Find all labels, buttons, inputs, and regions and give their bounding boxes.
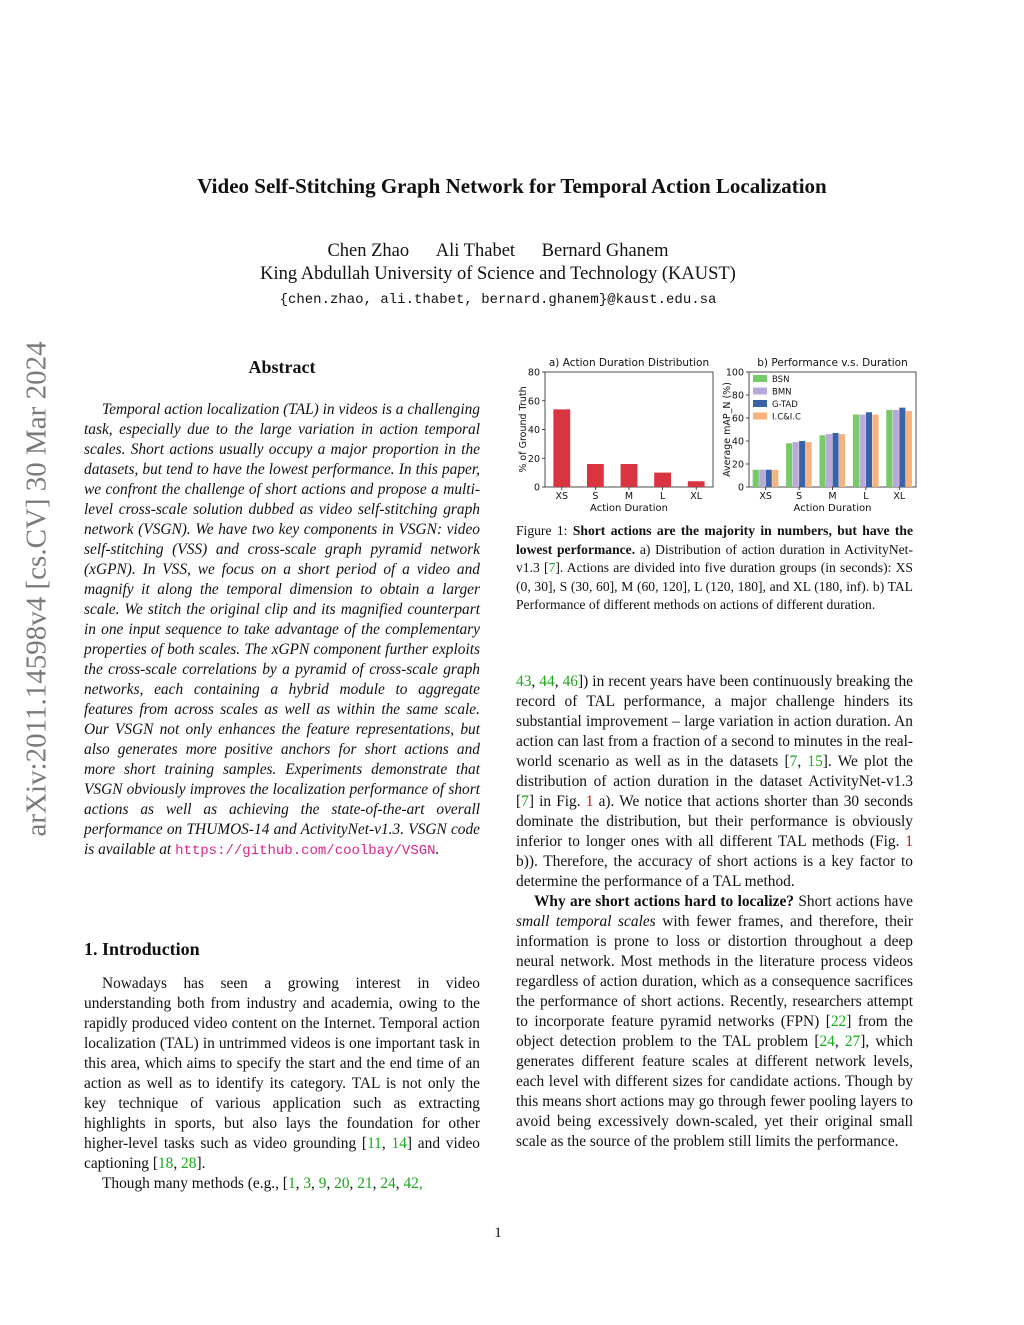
paragraph-lead: Why are short actions hard to localize? <box>534 893 794 910</box>
legend-swatch <box>753 375 767 382</box>
y-tick-label: 0 <box>737 482 744 494</box>
citation-link[interactable]: 7 <box>789 753 798 770</box>
body-text: b)). Therefore, the accuracy of short actions is a key factor to determine the performance of a TAL method. <box>516 853 913 890</box>
citation-link[interactable]: 21 <box>357 1175 373 1192</box>
bar <box>654 473 671 487</box>
citation-link[interactable]: 20 <box>334 1175 350 1192</box>
bar <box>587 464 604 487</box>
citation-link[interactable]: 42, <box>403 1175 423 1192</box>
x-tick-label: M <box>624 491 634 502</box>
abstract-heading: Abstract <box>248 357 316 377</box>
intro-paragraph-1: Nowadays has seen a growing interest in video understanding both from industry and academia, owing to the rapidly produced video content on the Internet. Temporal action localization (TAL) in untrimmed videos is one important task in this area, which aims to specify the start and the end time of an action as well as to identify its category. TAL is not only the key technique of various application such as extracting highlights in sports, but also lays the foundation for other higher-level tasks such as video grounding [ <box>84 975 480 1152</box>
bar <box>859 415 865 487</box>
citation-link[interactable]: 18 <box>157 1155 174 1172</box>
bar <box>793 442 799 487</box>
figure-caption <box>516 522 913 615</box>
section-heading-introduction: 1. Introduction <box>84 939 200 959</box>
chart-title: b) Performance v.s. Duration <box>757 357 908 369</box>
figure-ref-link[interactable]: 1 <box>905 833 913 850</box>
body-text: ] from the object detection problem to the TAL problem [ <box>516 1013 913 1050</box>
y-tick-label: 60 <box>527 396 540 408</box>
bar <box>759 470 765 487</box>
bar <box>786 443 792 487</box>
x-axis-label: Action Duration <box>793 503 872 514</box>
x-tick-label: XS <box>759 491 772 502</box>
emphasis: small temporal scales <box>516 913 656 930</box>
citation-link[interactable]: 1 <box>287 1175 296 1192</box>
bar <box>799 441 805 487</box>
intro-text: ] and video captioning [ <box>84 1135 480 1172</box>
bar <box>806 442 812 487</box>
x-axis-label: Action Duration <box>590 503 668 514</box>
figure-1-charts <box>513 356 917 516</box>
bar <box>906 411 912 487</box>
caption-label: Figure 1: <box>516 523 568 538</box>
caption-text: ]. Actions are divided into five duration groups (in seconds): XS (0, 30], S (30, 60], M (60, 120], L (120, 180], and XL (180, inf). b) TAL Performance of different methods on actions of different duration. <box>516 560 913 612</box>
caption-bold: Short actions are the majority in numbers, but have the lowest performance. <box>516 523 913 557</box>
bar <box>766 470 772 487</box>
y-tick-label: 80 <box>731 390 744 402</box>
citation-link[interactable]: 7 <box>521 793 529 810</box>
bar <box>688 481 705 487</box>
bar <box>826 434 832 487</box>
legend-label: I.C&I.C <box>772 412 801 423</box>
citation-link[interactable]: 11 <box>367 1135 382 1152</box>
x-tick-label: M <box>828 491 837 502</box>
bar <box>753 470 759 487</box>
citation-link[interactable]: 9 <box>318 1175 327 1192</box>
bar <box>893 410 899 487</box>
y-tick-label: 80 <box>527 367 540 379</box>
x-tick-label: XL <box>893 491 906 502</box>
body-text: ]. We plot the distribution of action duration in the dataset ActivityNet-v1.3 [ <box>516 753 913 810</box>
legend-label: BMN <box>772 387 792 398</box>
bar <box>819 435 825 487</box>
legend-label: G-TAD <box>772 400 798 410</box>
legend-swatch <box>753 413 767 420</box>
y-tick-label: 60 <box>731 413 744 425</box>
bar <box>886 410 892 487</box>
legend-swatch <box>753 388 767 395</box>
citation-link[interactable]: 44 <box>539 673 555 690</box>
bar <box>872 415 878 487</box>
x-tick-label: S <box>796 491 803 502</box>
y-tick-label: 20 <box>527 453 540 465</box>
citation-link[interactable]: 15 <box>807 753 823 770</box>
right-column-body: 43, 44, 46]) in recent years have been continuously breaking the record of TAL performance, a major challenge hinders its substantial improvement – large variation in action duration. An action can last from a fraction of a second to minutes in the real-world scenario as well as in the datasets [7, 15]. We plot the distribution of action duration in the dataset ActivityNet-v1.3 [7] in Fig. 1 a). We notice that actions shorter than 30 seconds dominate the distribution, but their performance is obviously inferior to longer ones with all different TAL methods (Fig. 1 b)). Therefore, the accuracy of short actions is a key factor to determine the performance of a TAL method. Why are short actions hard to localize? Short actions have small temporal scales with fewer frames, and therefore, their information is prone to loss or distortion throughout a deep neural network. Most methods in the literature process videos regardless of action duration, which as a consequence sacrifices the performance of short actions. Recently, researchers attempt to incorporate feature pyramid networks (FPN) [22] from the object detection problem to the TAL problem [24, 27], which generates different feature scales at different network levels, each level with different sizes for candidate actions. Though by this means short actions may go through fewer pooling layers to avoid being excessively down-scaled, yet their original small scale as the source of the problem still limits the performance. <box>516 673 914 1150</box>
chart-title: a) Action Duration Distribution <box>548 357 710 369</box>
citation-link[interactable]: 22 <box>830 1013 847 1030</box>
citation-link[interactable]: 43 <box>516 673 532 690</box>
citation-link[interactable]: 7 <box>548 560 556 575</box>
body-text: ] in Fig. <box>528 793 581 810</box>
abstract-text: Temporal action localization (TAL) in videos is a challenging task, especially due to the large variation in action temporal scales. Short actions usually occupy a major proportion in the datasets, but tend to have the lowest performance. In this paper, we confront the challenge of short actions and propose a multi-level cross-scale solution dubbed as video self-stitching graph network (VSGN). We have two key components in VSGN: video self-stitching (VSS) and cross-scale graph pyramid network (xGPN). In VSS, we focus on a short period of a video and magnify it along the temporal dimension to obtain a larger scale. We stitch the original clip and its magnified counterpart in one input sequence to take advantage of the complementary properties of both scales. The xGPN component further exploits the cross-scale correlations by a pyramid of cross-scale graph networks, each containing a hybrid module to aggregate features from across scales as well as within the same scale. Our VSGN not only enhances the feature representations, but also generates more positive anchors for short actions and more short training samples. Experiments demonstrate that VSGN obviously improves the localization performance of short actions as well as achieving the state-of-the-art overall performance on THUMOS-14 and ActivityNet-v1.3. VSGN code is available at <box>84 401 480 858</box>
body-text: ]) in recent years have been continuously breaking the record of TAL performance, a major challenge hinders its substantial improvement – large variation in action duration. An action can last from a fraction of a second to minutes in the real-world scenario as well as in the datasets [ <box>516 673 914 770</box>
author-name: Ali Thabet <box>435 241 516 261</box>
abstract-body <box>84 400 480 861</box>
bar <box>853 415 859 487</box>
x-tick-label: L <box>659 491 666 502</box>
body-text: a). We notice that actions shorter than 30 seconds dominate the distribution, but their performance is obviously inferior to longer ones with all different TAL methods (Fig. <box>516 793 913 850</box>
caption-text: a) Distribution of action duration in ActivityNet-v1.3 [ <box>516 541 913 575</box>
y-tick-label: 0 <box>533 482 540 494</box>
body-text: Short actions have <box>798 893 913 910</box>
y-tick-label: 40 <box>731 436 744 448</box>
page-number: 1 <box>494 1225 502 1241</box>
citation-link[interactable]: 14 <box>391 1135 407 1152</box>
citation-link[interactable]: 27 <box>844 1033 861 1050</box>
citation-link[interactable]: 46 <box>562 673 578 690</box>
y-tick-label: 100 <box>725 367 744 379</box>
figure-ref-link[interactable]: 1 <box>585 793 594 810</box>
abstract-end: . <box>435 841 440 858</box>
bar <box>833 433 839 487</box>
body-text: with fewer frames, and therefore, their information is prone to loss or distortion throughout a deep neural network. Most methods in the literature process videos regardless of action duration, which as a consequence sacrifices the performance of short actions. Recently, researchers attempt to incorporate feature pyramid networks (FPN) [ <box>516 913 913 1030</box>
intro-text: ]. <box>196 1155 206 1172</box>
bar <box>866 412 872 487</box>
bar <box>899 408 905 487</box>
y-axis-label: Average mAP_N (%) <box>722 382 733 477</box>
citation-link[interactable]: 24 <box>380 1175 396 1192</box>
x-tick-label: S <box>592 491 599 502</box>
x-tick-label: XL <box>690 491 703 502</box>
bar <box>839 434 845 487</box>
legend-label: BSN <box>772 375 790 385</box>
author-name: Bernard Ghanem <box>541 241 669 261</box>
author-name: Chen Zhao <box>327 241 410 261</box>
bar <box>772 470 778 487</box>
y-tick-label: 40 <box>527 425 540 436</box>
bar <box>621 464 638 487</box>
author-list <box>0 241 996 262</box>
intro-paragraph-2: Though many methods (e.g., [ <box>102 1175 288 1192</box>
body-text: ], which generates different feature scales at different network levels, each level with different sizes for candidate actions. Though by this means short actions may go through fewer pooling layers to avoid being excessively down-scaled, yet their original small scale as the source of the problem still limits the performance. <box>516 1033 913 1150</box>
paper-title: Video Self-Stitching Graph Network for Temporal Action Localization <box>197 174 827 198</box>
affiliation: King Abdullah University of Science and Technology (KAUST) <box>260 264 736 284</box>
citation-link[interactable]: 24 <box>819 1033 835 1050</box>
x-tick-label: L <box>863 491 869 502</box>
intro-body: Nowadays has seen a growing interest in video understanding both from industry and academia, owing to the rapidly produced video content on the Internet. Temporal action localization (TAL) in untrimmed videos is one important task in this area, which aims to specify the start and the end time of an action as well as to identify its category. TAL is not only the key technique of various application such as extracting highlights in sports, but also lays the foundation for other higher-level tasks such as video grounding [11, 14] and video captioning [18, 28]. Though many methods (e.g., [1, 3, 9, 20, 21, 24, 42, <box>84 975 480 1192</box>
citation-link[interactable]: 28 <box>181 1155 197 1172</box>
author-emails: {chen.zhao, ali.thabet, bernard.ghanem}@kaust.edu.sa <box>279 292 717 308</box>
arxiv-watermark: arXiv:2011.14598v4 [cs.CV] 30 Mar 2024 <box>20 341 53 837</box>
bar <box>553 409 570 487</box>
citation-link[interactable]: 3 <box>303 1175 312 1192</box>
legend-swatch <box>753 400 767 407</box>
y-tick-label: 20 <box>731 459 744 471</box>
code-link[interactable]: https://github.com/coolbay/VSGN <box>175 843 436 859</box>
y-axis-label: % of Ground Truth <box>518 386 529 473</box>
x-tick-label: XS <box>555 491 569 502</box>
